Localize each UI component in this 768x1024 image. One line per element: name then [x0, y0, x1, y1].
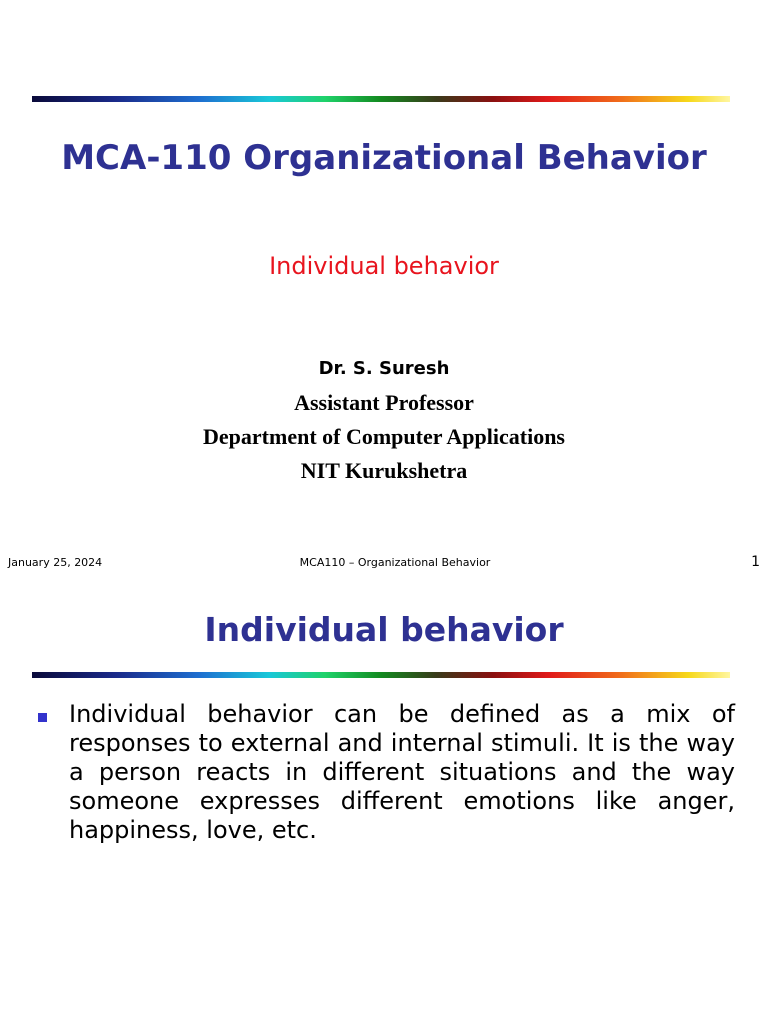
author-department: Department of Computer Applications: [203, 424, 565, 449]
bullet-text: Individual behavior can be defined as a mix of responses to external and internal stimuli. It is the way a person reacts in different situations and the way someone expresses different emotions like anger, happiness, love, etc.: [69, 700, 735, 844]
top-gradient-divider: [32, 96, 730, 102]
author-institute: NIT Kurukshetra: [300, 458, 468, 483]
author-block: [0, 352, 768, 488]
footer-course: MCA110 – Organizational Behavior: [299, 556, 491, 569]
footer-date: January 25, 2024: [8, 556, 103, 569]
author-position: Assistant Professor: [294, 390, 474, 415]
slide-subtitle: Individual behavior: [269, 252, 499, 280]
author-name: Dr. S. Suresh: [318, 358, 450, 379]
mid-gradient-divider: [32, 672, 730, 678]
slide-title: MCA-110 Organizational Behavior: [61, 138, 707, 178]
footer-page-number: 1: [751, 554, 760, 570]
square-bullet-icon: [38, 713, 47, 722]
bullet-list-item: [38, 700, 738, 845]
slide2-title: Individual behavior: [204, 610, 564, 649]
